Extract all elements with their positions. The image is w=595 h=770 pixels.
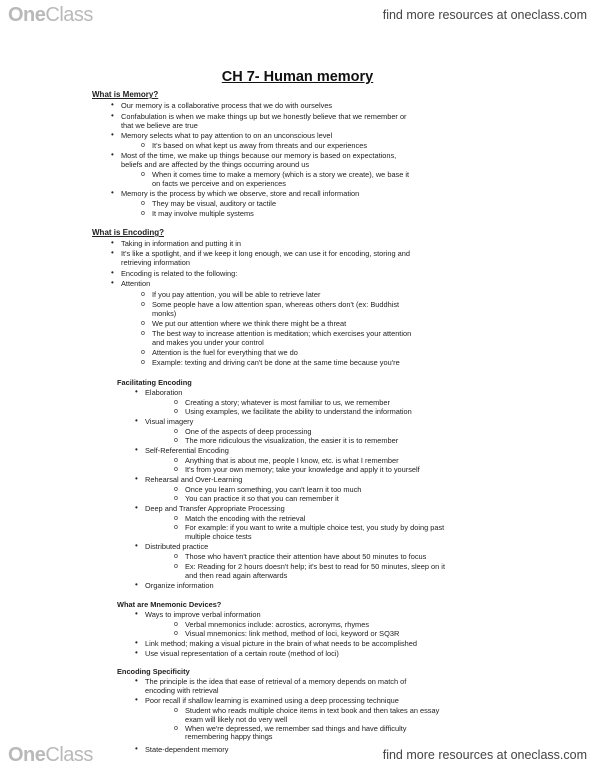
sub-bullet-item: o If you pay attention, you will be able to retrieve later xyxy=(152,291,320,298)
sub-bullet-item: o When it comes time to make a memory (which is a story we create), we base it xyxy=(152,171,409,178)
continuation-line: retrieving information xyxy=(121,258,191,267)
bullet-item: • Attention xyxy=(121,280,150,287)
continuation-line: that we believe are true xyxy=(121,121,198,130)
sub-bullet-item: o Visual mnemonics: link method, method of loci, keyword or SQ3R xyxy=(185,630,399,637)
sub-bullet-item: o It's based on what kept us away from threats and our experiences xyxy=(152,142,367,149)
sub-bullet-item: o Match the encoding with the retrieval xyxy=(185,515,305,522)
sub-bullet-item: o The more ridiculous the visualization, the easier it is to remember xyxy=(185,437,398,444)
sub-bullet-item: o Anything that is about me, people I know, etc. is what I remember xyxy=(185,457,399,464)
continuation-line: multiple choice tests xyxy=(185,532,252,541)
sub-bullet-item: o Example: texting and driving can't be done at the same time because you're xyxy=(152,359,400,366)
bullet-item: • Organize information xyxy=(145,582,214,589)
sub-bullet-item: o For example: if you want to write a multiple choice test, you study by doing past xyxy=(185,524,444,531)
bullet-item: • Self-Referential Encoding xyxy=(145,447,229,454)
bullet-item: • It's like a spotlight, and if we keep it long enough, we can use it for encoding, storing and xyxy=(121,250,410,257)
oneclass-logo[interactable]: OneClass xyxy=(8,4,93,26)
bullet-item: • Visual imagery xyxy=(145,418,193,425)
continuation-line: and makes you under your control xyxy=(152,338,264,347)
sub-bullet-item: o Those who haven't practice their attention have about 50 minutes to focus xyxy=(185,553,426,560)
bottom-banner xyxy=(0,738,595,770)
page-title: CH 7- Human memory xyxy=(221,69,374,85)
bullet-item: • Elaboration xyxy=(145,389,182,396)
sub-bullet-item: o Ex: Reading for 2 hours doesn't help; it's best to read for 50 minutes, sleep on it xyxy=(185,563,445,570)
section-heading: What is Memory? xyxy=(92,90,159,99)
bullet-item: • Poor recall if shallow learning is examined using a deep processing technique xyxy=(145,697,399,704)
continuation-line: monks) xyxy=(152,309,177,318)
sub-bullet-item: o Using examples, we facilitate the ability to understand the information xyxy=(185,408,412,415)
sub-bullet-item: o It's from your own memory; take your knowledge and apply it to yourself xyxy=(185,466,420,473)
sub-bullet-item: o Some people have a low attention span, whereas others don't (ex: Buddhist xyxy=(152,301,399,308)
bullet-item: • Link method; making a visual picture in the brain of what needs to be accomplished xyxy=(145,640,417,647)
section-heading: What is Encoding? xyxy=(92,228,164,237)
resources-link-footer[interactable]: find more resources at oneclass.com xyxy=(382,748,587,762)
bullet-item: • State-dependent memory xyxy=(145,746,228,753)
subsection-heading: What are Mnemonic Devices? xyxy=(117,600,222,609)
bullet-item: • Our memory is a collaborative process that we do with ourselves xyxy=(121,102,332,109)
bullet-item: • Rehearsal and Over-Learning xyxy=(145,476,242,483)
bullet-item: • The principle is the idea that ease of retrieval of a memory depends on match of xyxy=(145,678,406,685)
sub-bullet-item: o Verbal mnemonics include: acrostics, acronyms, rhymes xyxy=(185,621,369,628)
resources-link[interactable]: find more resources at oneclass.com xyxy=(382,8,587,22)
bullet-item: • Use visual representation of a certain route (method of loci) xyxy=(145,650,339,657)
subsection-heading: Encoding Specificity xyxy=(117,667,190,676)
sub-bullet-item: o It may involve multiple systems xyxy=(152,210,254,217)
sub-bullet-item: o Creating a story; whatever is most familiar to us, we remember xyxy=(185,399,390,406)
continuation-line: and then read again afterwards xyxy=(185,571,288,580)
bullet-item: • Ways to improve verbal information xyxy=(145,611,261,618)
sub-bullet-item: o Student who reads multiple choice items in text book and then takes an essay xyxy=(185,707,439,714)
bullet-item: • Memory selects what to pay attention to on an unconscious level xyxy=(121,132,332,139)
continuation-line: exam will likely not do very well xyxy=(185,715,288,724)
bullet-item: • Most of the time, we make up things because our memory is based on expectations, xyxy=(121,152,396,159)
sub-bullet-item: o Once you learn something, you can't learn it too much xyxy=(185,486,361,493)
bullet-item: • Taking in information and putting it in xyxy=(121,240,241,247)
bullet-item: • Encoding is related to the following: xyxy=(121,270,237,277)
bullet-item: • Confabulation is when we make things up but we honestly believe that we remember or xyxy=(121,113,407,120)
sub-bullet-item: o Attention is the fuel for everything that we do xyxy=(152,349,298,356)
continuation-line: on facts we perceive and on experiences xyxy=(152,179,286,188)
subsection-heading: Facilitating Encoding xyxy=(117,378,192,387)
bullet-item: • Distributed practice xyxy=(145,543,208,550)
sub-bullet-item: o We put our attention where we think there might be a threat xyxy=(152,320,346,327)
sub-bullet-item: o When we're depressed, we remember sad things and have difficulty xyxy=(185,725,406,732)
continuation-line: beliefs and are affected by the things occurring around us xyxy=(121,160,310,169)
sub-bullet-item: o They may be visual, auditory or tactile xyxy=(152,200,276,207)
sub-bullet-item: o You can practice it so that you can remember it xyxy=(185,495,339,502)
sub-bullet-item: o The best way to increase attention is meditation; which exercises your attention xyxy=(152,330,411,337)
oneclass-logo-footer[interactable]: OneClass xyxy=(8,744,93,766)
bullet-item: • Memory is the process by which we observe, store and recall information xyxy=(121,190,359,197)
bullet-item: • Deep and Transfer Appropriate Processing xyxy=(145,505,285,512)
sub-bullet-item: o One of the aspects of deep processing xyxy=(185,428,312,435)
continuation-line: encoding with retrieval xyxy=(145,686,219,695)
continuation-line: remembering happy things xyxy=(185,732,273,741)
